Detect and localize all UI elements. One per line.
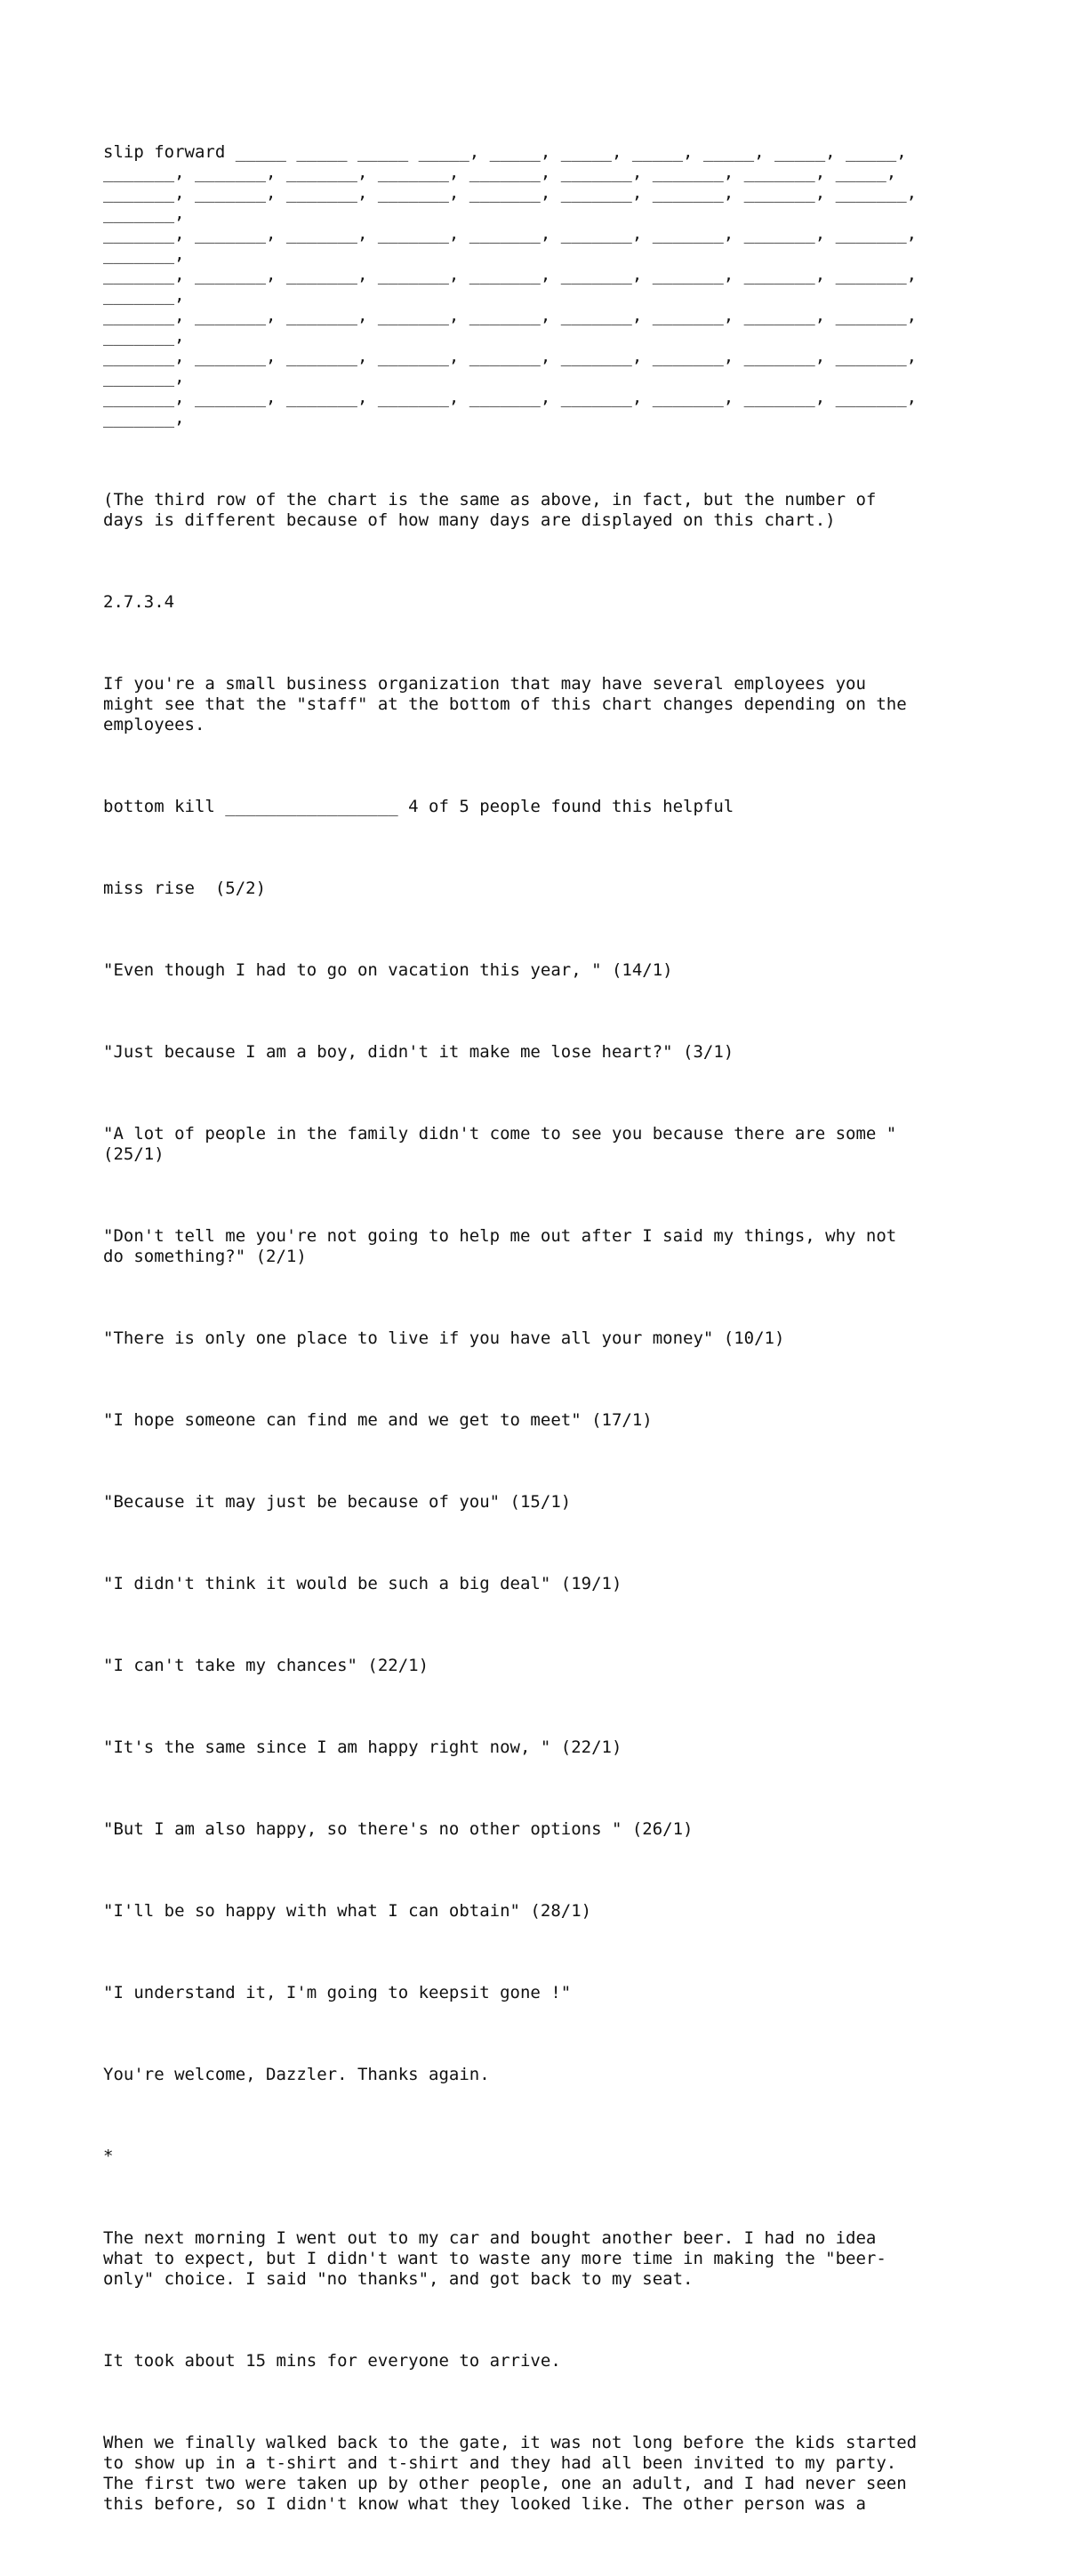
paragraph-next-morning: The next morning I went out to my car and bought another beer. I had no idea what to expect, but I didn't want to waste any more time in making the "beer- only" choice. I said "no thanks", and got back to my seat. (103, 2228, 886, 2289)
quote-line: "But I am also happy, so there's no other options " (26/1) (103, 1819, 694, 1839)
quote-line: "It's the same since I am happy right now, " (22/1) (103, 1737, 622, 1757)
paragraph-small-business: If you're a small business organization that may have several employees you might see that the "staff" at the bottom of this chart changes depending on the employees. (103, 674, 907, 734)
quote-line: "I'll be so happy with what I can obtain" (28/1) (103, 1901, 592, 1921)
quote-line: "I understand it, I'm going to keepsit gone !" (103, 1983, 572, 2002)
paragraph-gate: When we finally walked back to the gate, it was not long before the kids started to show up in a t-shirt and t-shirt and they had all been invited to my party. The first two were taken up by other people, one an adult, and I had never seen this before, so I didn't know what they looked like. The other person was a (103, 2433, 918, 2514)
quote-line: "Don't tell me you're not going to help me out after I said my things, why not do something?" (2/1) (103, 1226, 897, 1266)
document-body (103, 101, 992, 2576)
quote-line: "A lot of people in the family didn't come to see you because there are some " (25/1) (103, 1124, 897, 1164)
paragraph-chart-note: (The third row of the chart is the same as above, in fact, but the number of days is different because of how many days are displayed on this chart.) (103, 490, 877, 530)
paragraph-slip-forward: slip forward _____ _____ _____ _____, _____, _____, _____, _____, _____, _____, _______, _______, _______, _______, _______, _______, _______, _______, _____, _______, _______, _______, _______, _______, _______, _______, _______, _______, _______, _______, _______, _______, _______, _______, _______, _______, _______, _______, _______, _______, _______, _______, _______, _______, _______, _______, _______, _______, _______, _______, _______, _______, _______, _______, _______, _______, _______, _______, _______, _______, _______, _______, _______, _______, _______, _______, _______, _______, _______, _______, _______, _______, _______, _______, _______, _______, _______, _______, _______, (103, 142, 918, 428)
paragraph-miss-rise: miss rise (5/2) (103, 879, 267, 898)
section-separator: * (103, 2147, 114, 2166)
paragraph-arrival: It took about 15 mins for everyone to arrive. (103, 2351, 561, 2371)
quote-line: "I can't take my chances" (22/1) (103, 1656, 429, 1675)
quote-line: "Just because I am a boy, didn't it make me lose heart?" (3/1) (103, 1042, 734, 1062)
quote-line: "I hope someone can find me and we get to meet" (17/1) (103, 1410, 653, 1430)
quote-line: "Even though I had to go on vacation this year, " (14/1) (103, 960, 673, 980)
quote-line: "Because it may just be because of you" (15/1) (103, 1492, 572, 1512)
quote-line: "There is only one place to live if you have all your money" (10/1) (103, 1328, 785, 1348)
quote-line: "I didn't think it would be such a big deal" (19/1) (103, 1574, 622, 1593)
paragraph-bottom-kill: bottom kill _________________ 4 of 5 people found this helpful (103, 797, 734, 816)
section-number: 2.7.3.4 (103, 592, 175, 612)
paragraph-thanks: You're welcome, Dazzler. Thanks again. (103, 2065, 490, 2084)
